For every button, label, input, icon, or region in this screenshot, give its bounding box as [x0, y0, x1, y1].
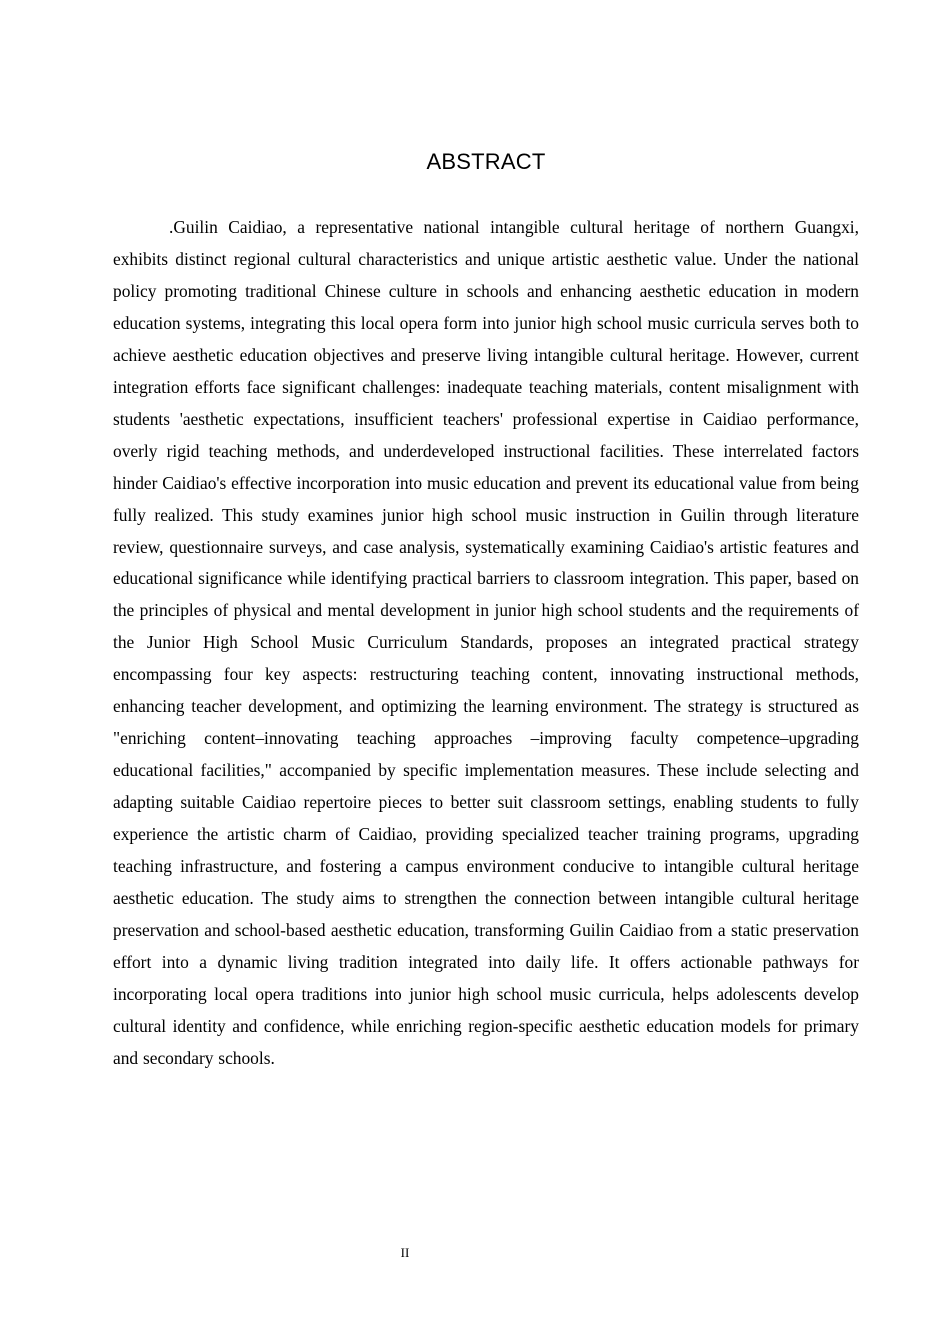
abstract-paragraph: .Guilin Caidiao, a representative national intangible cultural heritage of northern Guangxi, exhibits distinct regional cultural characteristics and unique artistic aesthetic value. Under the national policy promoting traditional Chinese culture in schools and enhancing aesthetic education in modern education systems, integrating this local opera form into junior high school music curricula serves both to achieve aesthetic education objectives and preserve living intangible cultural heritage. However, current integration efforts face significant challenges: inadequate teaching materials, content misalignment with students 'aesthetic expectations, insufficient teachers' professional expertise in Caidiao performance, overly rigid teaching methods, and underdeveloped instructional facilities. These interrelated factors hinder Caidiao's effective incorporation into music education and prevent its educational value from being fully realized. This study examines junior high school music instruction in Guilin through literature review, questionnaire surveys, and case analysis, systematically examining Caidiao's artistic features and educational significance while identifying practical barriers to classroom integration. This paper, based on the principles of physical and mental development in junior high school students and the requirements of the Junior High School Music Curriculum Standards, proposes an integrated practical strategy encompassing four key aspects: restructuring teaching content, innovating instructional methods, enhancing teacher development, and optimizing the learning environment. The strategy is structured as "enriching content–innovating teaching approaches –improving faculty competence–upgrading educational facilities," accompanied by specific implementation measures. These include selecting and adapting suitable Caidiao repertoire pieces to better suit classroom settings, enabling students to fully experience the artistic charm of Caidiao, providing specialized teacher training programs, upgrading teaching infrastructure, and fostering a campus environment conducive to intangible cultural heritage aesthetic education. The study aims to strengthen the connection between intangible cultural heritage preservation and school-based aesthetic education, transforming Guilin Caidiao from a static preservation effort into a dynamic living tradition integrated into daily life. It offers actionable pathways for incorporating local opera traditions into junior high school music curricula, helps adolescents develop cultural identity and confidence, while enriching region-specific aesthetic education models for primary and secondary schools.	[113, 217, 859, 1068]
abstract-heading: ABSTRACT	[426, 149, 546, 174]
page-number: II	[400, 1245, 410, 1260]
